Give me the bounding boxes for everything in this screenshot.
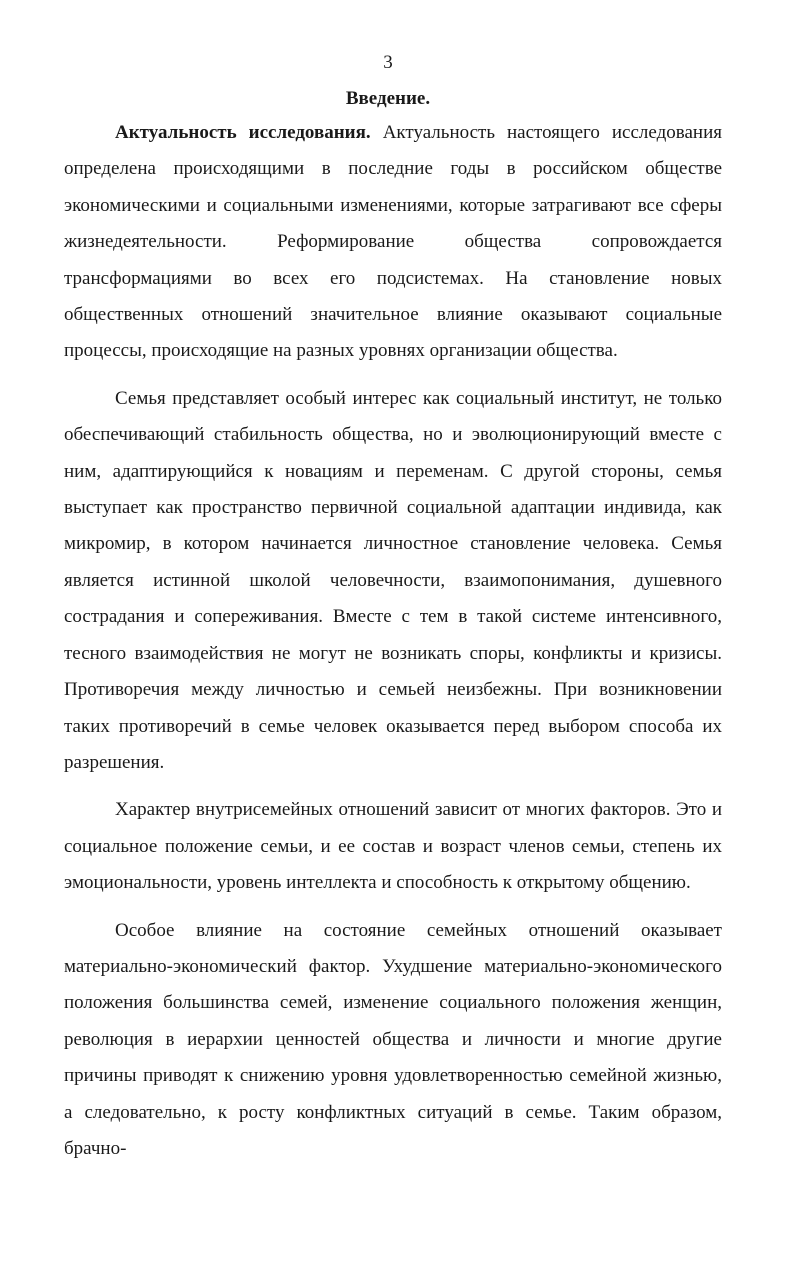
paragraph-economic xyxy=(64,913,722,1168)
paragraph-family xyxy=(64,381,722,781)
paragraph-relevance xyxy=(64,115,722,370)
paragraph-text: Семья представляет особый интерес как социальный институт, не только обеспечивающий стабильность общества, но и эволюционирующий вместе с ним, адаптирующийся к новациям и переменам. С другой стороны, семья выступает как пространство первичной социальной адаптации индивида, как микромир, в котором начинается личностное становление человека. Семья является истинной школой человечности, взаимопонимания, душевного сострадания и сопереживания. Вместе с тем в такой системе интенсивного, тесного взаимодействия не могут не возникать споры, конфликты и кризисы. Противоречия между личностью и семьей неизбежны. При возникновении таких противоречий в семье человек оказывается перед выбором способа их разрешения. xyxy=(64,387,722,773)
section-heading: Введение. xyxy=(345,88,431,109)
paragraph-text: Актуальность настоящего исследования определена происходящими в последние годы в российском обществе экономическими и социальными изменениями, которые затрагивают все сферы жизнедеятельности. Реформирование общества сопровождается трансформациями во всех его подсистемах. На становление новых общественных отношений значительное влияние оказывают социальные процессы, происходящие на разных уровнях организации общества. xyxy=(64,122,722,362)
paragraph-lead: Актуальность исследования. xyxy=(115,122,371,143)
paragraph-text: Особое влияние на состояние семейных отношений оказывает материально-экономический фактор. Ухудшение материально-экономического положения большинства семей, изменение социального положения женщин, революция в иерархии ценностей общества и личности и многие другие причины приводят к снижению уровня удовлетворенностью семейной жизнью, а следовательно, к росту конфликтных ситуаций в семье. Таким образом, брачно- xyxy=(64,919,722,1159)
page-number: 3 xyxy=(383,52,393,73)
body-text xyxy=(64,115,722,1167)
paragraph-factors xyxy=(64,792,722,901)
paragraph-text: Характер внутрисемейных отношений зависит от многих факторов. Это и социальное положение семьи, и ее состав и возраст членов семьи, степень их эмоциональности, уровень интеллекта и способность к открытому общению. xyxy=(64,799,722,894)
